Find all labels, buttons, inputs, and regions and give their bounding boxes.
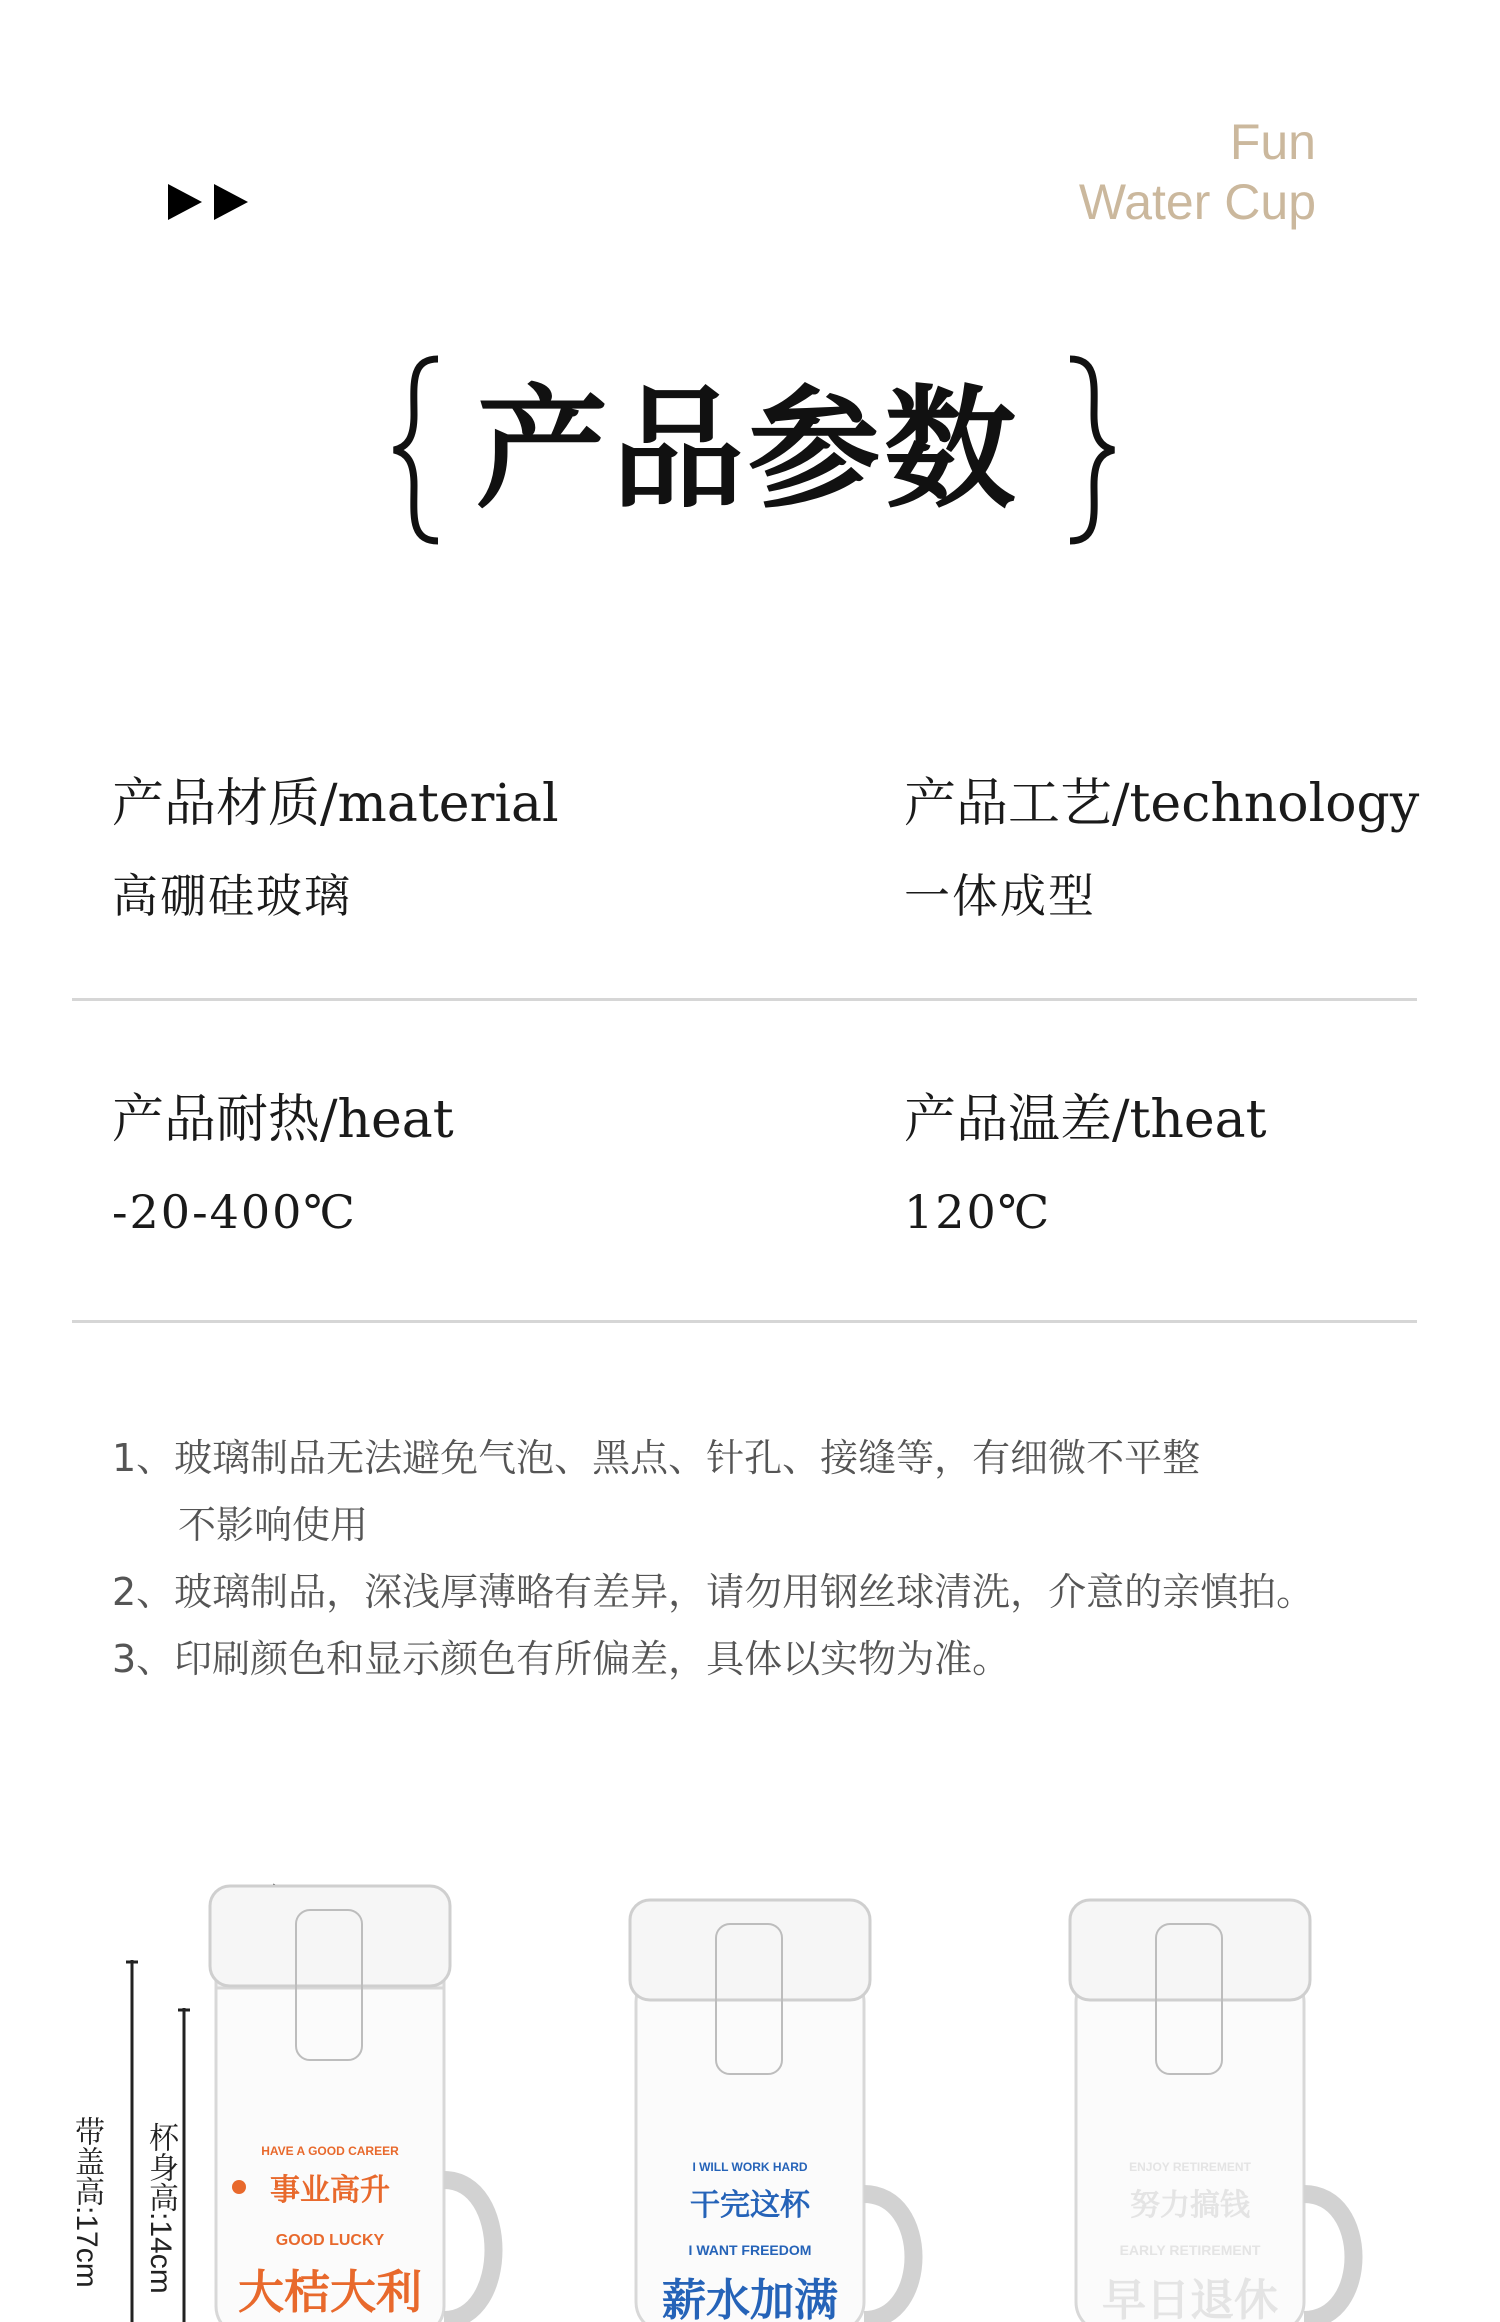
brand-line-1: Fun: [1229, 114, 1316, 170]
cup-main-text-1: 干完这杯: [690, 2189, 810, 2222]
note-item: 3、印刷颜色和显示颜色有所偏差，具体以实物为准。: [112, 1637, 1011, 1681]
cup-main-text-2: 早日退休: [1102, 2276, 1278, 2322]
page-title: 产品参数: [476, 372, 1020, 527]
right-brace-icon: [1060, 355, 1120, 545]
cup-orange: [180, 1860, 560, 2322]
brand-text: [1079, 112, 1316, 232]
param-value: 120℃: [904, 1185, 1052, 1239]
param-label: 产品材质/material: [112, 774, 559, 834]
param-value: -20-400℃: [112, 1185, 357, 1239]
title-block: [380, 355, 1120, 550]
param-value: 高硼硅玻璃: [112, 869, 352, 923]
param-heat: [112, 1088, 454, 1240]
height-with-lid-label: 带盖高:17cm: [70, 2116, 103, 2288]
glass-cup-icon: [180, 1860, 560, 2322]
body-height-label: 杯身高:14cm: [144, 2122, 177, 2294]
note-item: 2、玻璃制品，深浅厚薄略有差异，请勿用钢丝球清洗，介意的亲慎拍。: [112, 1570, 1315, 1614]
param-temp-difference: [904, 1088, 1267, 1240]
cup-blue: [600, 1860, 980, 2322]
note-item: 1、玻璃制品无法避免气泡、黑点、针孔、接缝等，有细微不平整: [112, 1436, 1201, 1480]
divider: [72, 998, 1417, 1001]
divider: [72, 1320, 1417, 1323]
cup-small-text-2: I WANT FREEDOM: [688, 2242, 812, 2258]
brand-line-2: Water Cup: [1078, 174, 1316, 230]
cup-small-text-1: ENJOY RETIREMENT: [1129, 2160, 1251, 2174]
cup-main-text-1: 事业高升: [270, 2174, 390, 2207]
cup-small-text-1: I WILL WORK HARD: [692, 2160, 808, 2174]
cup-white: [1040, 1860, 1420, 2322]
cup-small-text-1: HAVE A GOOD CAREER: [261, 2144, 399, 2158]
product-cups: [0, 1860, 1500, 2322]
notes-list: [112, 1425, 1412, 1693]
param-technology: [904, 772, 1419, 924]
param-label: 产品工艺/technology: [904, 774, 1420, 834]
cup-small-text-2: GOOD LUCKY: [275, 2232, 385, 2249]
note-item: 不影响使用: [178, 1503, 369, 1547]
cup-main-text-2: 大桔大利: [238, 2266, 422, 2318]
cup-small-text-2: EARLY RETIREMENT: [1119, 2242, 1261, 2258]
param-label: 产品温差/theat: [904, 1090, 1267, 1150]
left-brace-icon: [388, 355, 448, 545]
param-material: [112, 772, 559, 924]
param-label: 产品耐热/heat: [112, 1090, 454, 1150]
cup-main-text-2: 薪水加满: [662, 2276, 838, 2322]
cup-main-text-1: 努力搞钱: [1130, 2189, 1250, 2222]
fast-forward-icon: [168, 184, 252, 220]
param-value: 一体成型: [904, 869, 1096, 923]
